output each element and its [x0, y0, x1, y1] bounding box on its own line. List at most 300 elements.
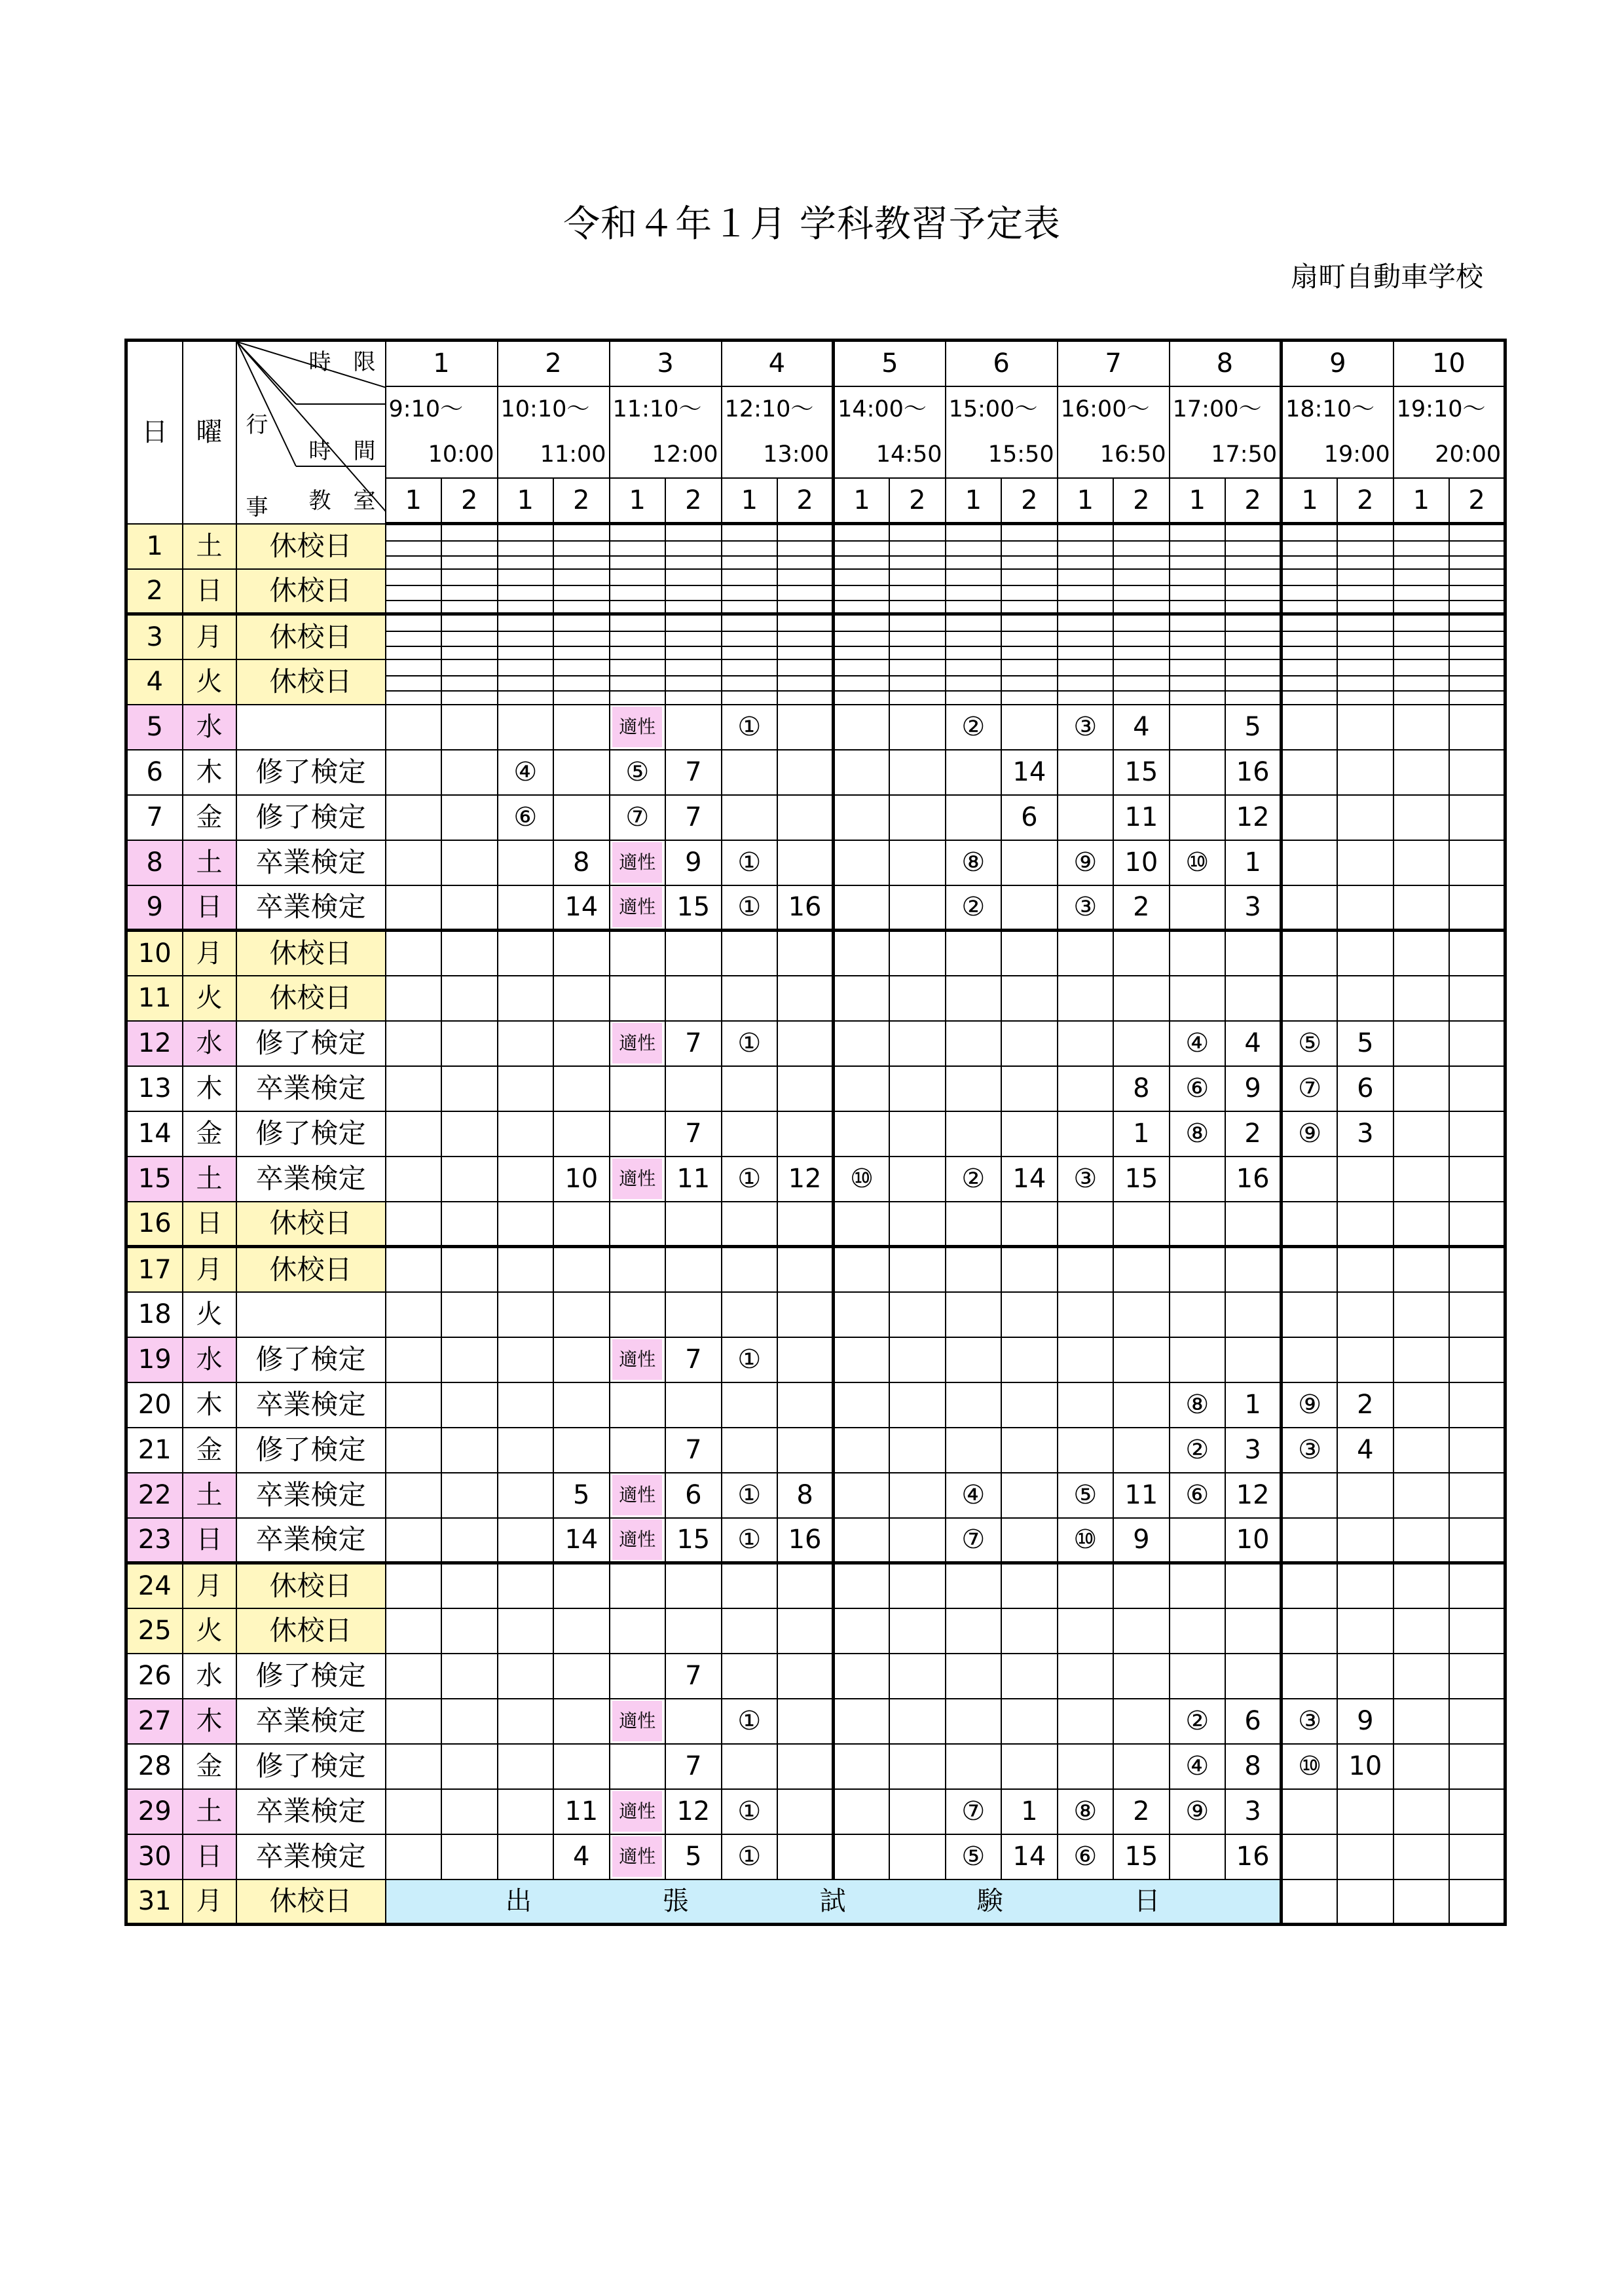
weekday-cell: 金: [183, 1744, 236, 1789]
schedule-cell: [722, 1382, 778, 1428]
schedule-cell: [665, 1563, 722, 1608]
schedule-cell: ④: [946, 1473, 1002, 1518]
event-cell: 修了検定: [236, 1654, 386, 1699]
room-label: 1: [1170, 478, 1226, 524]
table-row: [126, 1654, 1505, 1699]
day-cell: 25: [126, 1608, 183, 1654]
schedule-cell: [1449, 1066, 1505, 1111]
schedule-cell: [386, 750, 442, 795]
schedule-cell: [1393, 524, 1450, 569]
schedule-cell: [777, 1789, 834, 1834]
schedule-cell: [834, 1518, 890, 1563]
schedule-cell: [610, 1157, 666, 1202]
schedule-cell: 12: [1225, 1473, 1282, 1518]
event-cell: 休校日: [236, 1608, 386, 1654]
period-4-end: 13:00: [722, 432, 834, 478]
weekday-cell: 月: [183, 1247, 236, 1292]
schedule-cell: [889, 705, 946, 750]
schedule-cell: 9: [1337, 1699, 1393, 1744]
schedule-cell: [1393, 750, 1450, 795]
schedule-cell: ⑤: [610, 750, 666, 795]
weekday-cell: 金: [183, 1428, 236, 1473]
aptitude-badge: 適性: [612, 1701, 662, 1741]
schedule-cell: 12: [665, 1789, 722, 1834]
table-row: [126, 659, 1505, 705]
day-cell: 20: [126, 1382, 183, 1428]
schedule-cell: [1225, 1563, 1282, 1608]
schedule-cell: [386, 659, 442, 705]
schedule-cell: [889, 1654, 946, 1699]
schedule-cell: [946, 976, 1002, 1021]
table-row: [126, 1744, 1505, 1789]
schedule-cell: [386, 1789, 442, 1834]
schedule-cell: [610, 1518, 666, 1563]
schedule-cell: 4: [1113, 705, 1170, 750]
schedule-cell: [553, 705, 610, 750]
schedule-cell: [889, 1744, 946, 1789]
schedule-cell: [722, 1247, 778, 1292]
schedule-cell: 10: [1113, 840, 1170, 885]
schedule-cell: 5: [665, 1834, 722, 1879]
schedule-cell: [1113, 1744, 1170, 1789]
schedule-cell: [441, 1111, 498, 1157]
schedule-cell: [1282, 1247, 1338, 1292]
schedule-cell: [1393, 614, 1450, 659]
schedule-cell: [1337, 1654, 1393, 1699]
schedule-cell: 9: [1225, 1066, 1282, 1111]
schedule-cell: [1113, 1247, 1170, 1292]
schedule-cell: [946, 1066, 1002, 1111]
event-cell: 修了検定: [236, 1744, 386, 1789]
schedule-cell: 7: [665, 1337, 722, 1382]
aptitude-badge: 適性: [612, 1023, 662, 1064]
period-4-start: 12:10～: [722, 386, 834, 432]
schedule-cell: [889, 1021, 946, 1066]
schedule-cell: [665, 614, 722, 659]
schedule-cell: [1337, 750, 1393, 795]
schedule-cell: [1170, 885, 1226, 931]
schedule-cell: 15: [665, 1518, 722, 1563]
schedule-cell: [1449, 705, 1505, 750]
event-cell: 卒業検定: [236, 1834, 386, 1879]
schedule-cell: [834, 1563, 890, 1608]
schedule-cell: [1058, 1337, 1114, 1382]
schedule-cell: [498, 1247, 554, 1292]
schedule-cell: [1170, 524, 1226, 569]
schedule-cell: [834, 524, 890, 569]
period-8-end: 17:50: [1170, 432, 1282, 478]
event-cell: [236, 1292, 386, 1337]
period-1-end: 10:00: [386, 432, 498, 478]
schedule-cell: [498, 1066, 554, 1111]
table-row: [126, 1789, 1505, 1834]
schedule-cell: [1058, 1021, 1114, 1066]
schedule-cell: [1001, 569, 1058, 614]
schedule-cell: [441, 1382, 498, 1428]
schedule-cell: [1337, 1292, 1393, 1337]
schedule-cell: [553, 1247, 610, 1292]
schedule-cell: [441, 1157, 498, 1202]
schedule-cell: [1001, 1247, 1058, 1292]
event-cell: 卒業検定: [236, 1518, 386, 1563]
schedule-cell: [1113, 569, 1170, 614]
schedule-cell: [553, 1654, 610, 1699]
table-row: [126, 614, 1505, 659]
schedule-cell: [1170, 1608, 1226, 1654]
schedule-cell: [946, 1744, 1002, 1789]
schedule-cell: [441, 614, 498, 659]
schedule-cell: [1282, 1879, 1338, 1925]
schedule-cell: [1001, 1608, 1058, 1654]
weekday-cell: 月: [183, 1563, 236, 1608]
event-cell: 休校日: [236, 931, 386, 976]
schedule-cell: [1170, 1247, 1226, 1292]
schedule-cell: [834, 1202, 890, 1247]
event-cell: 休校日: [236, 659, 386, 705]
schedule-cell: 15: [1113, 1834, 1170, 1879]
schedule-cell: [610, 705, 666, 750]
event-cell: 休校日: [236, 524, 386, 569]
schedule-cell: [889, 659, 946, 705]
schedule-cell: [1337, 569, 1393, 614]
schedule-cell: ③: [1282, 1699, 1338, 1744]
schedule-cell: [1113, 976, 1170, 1021]
schedule-cell: [1225, 1654, 1282, 1699]
weekday-cell: 日: [183, 1518, 236, 1563]
schedule-cell: [946, 1654, 1002, 1699]
schedule-cell: [722, 1563, 778, 1608]
schedule-cell: ②: [1170, 1428, 1226, 1473]
schedule-cell: ④: [1170, 1744, 1226, 1789]
room-label: 2: [777, 478, 834, 524]
schedule-cell: [386, 1202, 442, 1247]
schedule-cell: [722, 1428, 778, 1473]
schedule-cell: [1225, 569, 1282, 614]
schedule-cell: [1393, 1473, 1450, 1518]
schedule-cell: [1393, 1337, 1450, 1382]
schedule-cell: [1058, 524, 1114, 569]
schedule-cell: [1393, 1382, 1450, 1428]
schedule-cell: [498, 1382, 554, 1428]
day-cell: 29: [126, 1789, 183, 1834]
schedule-cell: [1449, 1834, 1505, 1879]
schedule-cell: [1449, 569, 1505, 614]
weekday-cell: 日: [183, 1202, 236, 1247]
table-row: [126, 524, 1505, 569]
day-cell: 18: [126, 1292, 183, 1337]
schedule-cell: ④: [498, 750, 554, 795]
schedule-cell: ③: [1282, 1428, 1338, 1473]
schedule-cell: [1282, 885, 1338, 931]
schedule-cell: [1058, 1654, 1114, 1699]
schedule-cell: [834, 705, 890, 750]
schedule-cell: [1001, 1066, 1058, 1111]
schedule-cell: 8: [777, 1473, 834, 1518]
period-10-end: 20:00: [1393, 432, 1505, 478]
schedule-cell: [498, 976, 554, 1021]
period-5-end: 14:50: [834, 432, 946, 478]
event-cell: [236, 705, 386, 750]
room-label: 2: [441, 478, 498, 524]
schedule-cell: [1113, 1699, 1170, 1744]
schedule-cell: ①: [722, 1789, 778, 1834]
period-7-end: 16:50: [1058, 432, 1170, 478]
schedule-cell: 6: [1225, 1699, 1282, 1744]
schedule-cell: 12: [777, 1157, 834, 1202]
schedule-cell: [1058, 1066, 1114, 1111]
schedule-cell: ⑦: [610, 795, 666, 840]
event-cell: 休校日: [236, 1879, 386, 1925]
schedule-cell: [1393, 1157, 1450, 1202]
day-cell: 31: [126, 1879, 183, 1925]
schedule-cell: [834, 1608, 890, 1654]
schedule-cell: [1337, 1473, 1393, 1518]
schedule-cell: [889, 1518, 946, 1563]
schedule-cell: [777, 1744, 834, 1789]
schedule-cell: [1449, 931, 1505, 976]
page-title: 令和４年１月 学科教習予定表: [563, 203, 1061, 246]
schedule-cell: [1001, 659, 1058, 705]
schedule-cell: [665, 659, 722, 705]
schedule-cell: [553, 659, 610, 705]
day-cell: 30: [126, 1834, 183, 1879]
schedule-cell: [777, 931, 834, 976]
schedule-cell: [610, 1608, 666, 1654]
schedule-cell: [1393, 931, 1450, 976]
schedule-cell: [665, 1202, 722, 1247]
schedule-cell: 10: [1337, 1744, 1393, 1789]
schedule-cell: [1449, 1157, 1505, 1202]
schedule-cell: ⑧: [1058, 1789, 1114, 1834]
schedule-cell: [1058, 931, 1114, 976]
weekday-cell: 水: [183, 705, 236, 750]
schedule-cell: [553, 931, 610, 976]
schedule-cell: [1282, 1518, 1338, 1563]
schedule-cell: [1337, 840, 1393, 885]
schedule-cell: ①: [722, 1337, 778, 1382]
schedule-cell: [1001, 1473, 1058, 1518]
schedule-cell: [610, 1834, 666, 1879]
day-cell: 28: [126, 1744, 183, 1789]
schedule-cell: ⑧: [1170, 1111, 1226, 1157]
schedule-cell: [1449, 1292, 1505, 1337]
schedule-cell: [1001, 1744, 1058, 1789]
room-label: 2: [1225, 478, 1282, 524]
schedule-cell: [610, 1563, 666, 1608]
schedule-cell: [777, 1563, 834, 1608]
schedule-cell: [498, 1292, 554, 1337]
weekday-cell: 木: [183, 1699, 236, 1744]
schedule-cell: [1393, 1428, 1450, 1473]
schedule-cell: ⑧: [1170, 1382, 1226, 1428]
room-label: 2: [889, 478, 946, 524]
table-row: [126, 1382, 1505, 1428]
schedule-cell: [1058, 1744, 1114, 1789]
schedule-cell: [1449, 659, 1505, 705]
schedule-cell: ①: [722, 885, 778, 931]
schedule-cell: [1113, 1292, 1170, 1337]
schedule-cell: [1282, 614, 1338, 659]
schedule-cell: [386, 1563, 442, 1608]
schedule-cell: [610, 569, 666, 614]
schedule-cell: [386, 1066, 442, 1111]
schedule-cell: [1282, 931, 1338, 976]
schedule-cell: ⑤: [1058, 1473, 1114, 1518]
schedule-cell: ⑤: [1282, 1021, 1338, 1066]
schedule-cell: ⑦: [946, 1518, 1002, 1563]
schedule-cell: [386, 614, 442, 659]
schedule-cell: ⑥: [498, 795, 554, 840]
schedule-cell: 16: [1225, 1834, 1282, 1879]
table-row: [126, 1247, 1505, 1292]
schedule-cell: [498, 1608, 554, 1654]
schedule-cell: [834, 569, 890, 614]
schedule-cell: 1: [1225, 840, 1282, 885]
schedule-cell: ⑨: [1282, 1382, 1338, 1428]
event-cell: 修了検定: [236, 1021, 386, 1066]
schedule-cell: [722, 976, 778, 1021]
day-cell: 26: [126, 1654, 183, 1699]
schedule-cell: 7: [665, 1111, 722, 1157]
schedule-cell: [1393, 795, 1450, 840]
schedule-cell: [1001, 614, 1058, 659]
schedule-cell: [553, 1744, 610, 1789]
schedule-cell: [1282, 1789, 1338, 1834]
schedule-cell: [722, 750, 778, 795]
schedule-cell: [1001, 1292, 1058, 1337]
schedule-cell: [498, 705, 554, 750]
schedule-cell: [1001, 1337, 1058, 1382]
schedule-cell: 16: [777, 885, 834, 931]
table-row: [126, 1473, 1505, 1518]
schedule-cell: 7: [665, 750, 722, 795]
schedule-cell: [1225, 1202, 1282, 1247]
schedule-cell: [1058, 1292, 1114, 1337]
period-3-start: 11:10～: [610, 386, 722, 432]
schedule-cell: [1337, 1157, 1393, 1202]
schedule-cell: [1449, 750, 1505, 795]
day-cell: 4: [126, 659, 183, 705]
schedule-cell: [777, 840, 834, 885]
schedule-cell: 16: [777, 1518, 834, 1563]
schedule-cell: [1225, 1247, 1282, 1292]
schedule-cell: [1449, 1473, 1505, 1518]
schedule-cell: [1393, 1563, 1450, 1608]
schedule-cell: [1170, 1292, 1226, 1337]
schedule-cell: [1337, 795, 1393, 840]
table-row: [126, 1292, 1505, 1337]
schedule-cell: [1058, 614, 1114, 659]
schedule-cell: [441, 1202, 498, 1247]
schedule-cell: [1449, 1563, 1505, 1608]
schedule-cell: [441, 659, 498, 705]
schedule-cell: [889, 885, 946, 931]
schedule-cell: 2: [1113, 885, 1170, 931]
schedule-cell: [386, 1654, 442, 1699]
schedule-cell: [610, 1202, 666, 1247]
schedule-cell: 14: [1001, 750, 1058, 795]
schedule-cell: [498, 1111, 554, 1157]
schedule-cell: [1225, 1608, 1282, 1654]
schedule-cell: [1393, 885, 1450, 931]
schedule-cell: [889, 1202, 946, 1247]
schedule-cell: [889, 976, 946, 1021]
room-label: 2: [553, 478, 610, 524]
schedule-cell: [1393, 1247, 1450, 1292]
schedule-cell: [834, 1744, 890, 1789]
table-row: [126, 705, 1505, 750]
period-2-number: 2: [498, 341, 610, 386]
schedule-cell: [553, 1699, 610, 1744]
schedule-cell: [553, 569, 610, 614]
schedule-cell: [946, 1021, 1002, 1066]
schedule-cell: [553, 1608, 610, 1654]
schedule-cell: [610, 1699, 666, 1744]
schedule-cell: [889, 1789, 946, 1834]
schedule-cell: [1113, 1202, 1170, 1247]
day-cell: 11: [126, 976, 183, 1021]
schedule-cell: [1058, 750, 1114, 795]
schedule-cell: [386, 1292, 442, 1337]
schedule-cell: [722, 1202, 778, 1247]
schedule-cell: 10: [1225, 1518, 1282, 1563]
schedule-cell: [722, 614, 778, 659]
period-5-start: 14:00～: [834, 386, 946, 432]
schedule-cell: [498, 1699, 554, 1744]
schedule-cell: 15: [665, 885, 722, 931]
schedule-cell: [610, 1654, 666, 1699]
schedule-cell: [1113, 614, 1170, 659]
schedule-cell: [1113, 931, 1170, 976]
schedule-cell: [722, 795, 778, 840]
schedule-cell: [1170, 659, 1226, 705]
schedule-cell: [1282, 1292, 1338, 1337]
corner-kyoshitsu: 教 室: [308, 488, 376, 514]
schedule-cell: [1449, 1021, 1505, 1066]
schedule-cell: ①: [722, 705, 778, 750]
schedule-cell: [1282, 976, 1338, 1021]
period-6-number: 6: [946, 341, 1058, 386]
schedule-cell: ①: [722, 840, 778, 885]
schedule-cell: [1113, 1654, 1170, 1699]
schedule-cell: [722, 524, 778, 569]
schedule-cell: 15: [1113, 1157, 1170, 1202]
event-cell: 卒業検定: [236, 1699, 386, 1744]
schedule-cell: [553, 1382, 610, 1428]
schedule-cell: [1393, 1111, 1450, 1157]
schedule-cell: 12: [1225, 795, 1282, 840]
schedule-cell: [834, 1247, 890, 1292]
schedule-cell: [722, 1111, 778, 1157]
schedule-cell: ④: [1170, 1021, 1226, 1066]
schedule-cell: [834, 1699, 890, 1744]
day-cell: 3: [126, 614, 183, 659]
schedule-cell: [1393, 1789, 1450, 1834]
schedule-cell: [1170, 931, 1226, 976]
schedule-cell: 4: [553, 1834, 610, 1879]
schedule-cell: [777, 1292, 834, 1337]
schedule-cell: [889, 840, 946, 885]
schedule-cell: [1449, 1699, 1505, 1744]
event-cell: 休校日: [236, 1202, 386, 1247]
schedule-cell: [1225, 976, 1282, 1021]
schedule-cell: [441, 705, 498, 750]
schedule-cell: 11: [1113, 1473, 1170, 1518]
room-label: 1: [834, 478, 890, 524]
schedule-cell: 9: [1113, 1518, 1170, 1563]
schedule-cell: [889, 750, 946, 795]
schedule-cell: [1337, 1247, 1393, 1292]
